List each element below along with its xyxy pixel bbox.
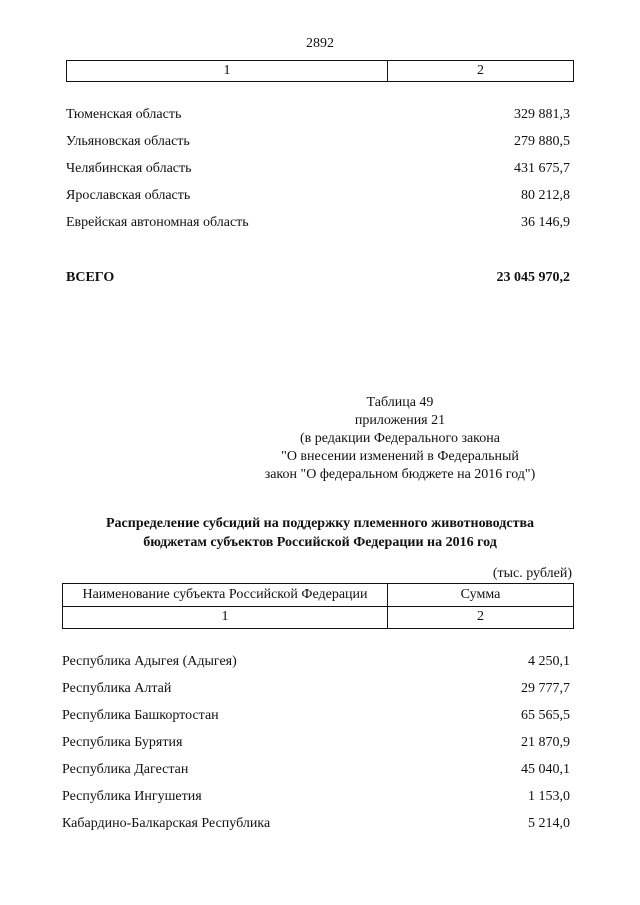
caption-line: Таблица 49 (366, 395, 434, 410)
units-label: (тыс. рублей) (492, 566, 572, 581)
region-value: 279 880,5 (514, 134, 570, 149)
col-name-header: Наименование субъекта Российской Федерации (63, 584, 388, 607)
subject-value: 4 250,1 (528, 654, 570, 669)
col-sum-header: Сумма (388, 584, 574, 607)
region-name: Ульяновская область (66, 134, 190, 149)
region-value: 80 212,8 (521, 188, 570, 203)
total-value: 23 045 970,2 (496, 270, 570, 285)
region-value: 329 881,3 (514, 107, 570, 122)
col-num-2: 2 (388, 606, 574, 629)
caption-line: "О внесении изменений в Федеральный (281, 449, 519, 464)
top-col-1: 1 (67, 61, 388, 82)
region-name: Тюменская область (66, 107, 182, 122)
subject-name: Республика Башкортостан (62, 708, 219, 723)
top-col-2: 2 (388, 61, 574, 82)
total-label: ВСЕГО (66, 270, 115, 285)
title-line: бюджетам субъектов Российской Федерации на 2016 год (143, 535, 497, 550)
subject-name: Республика Адыгея (Адыгея) (62, 654, 237, 669)
subject-name: Республика Бурятия (62, 735, 183, 750)
table-title (0, 514, 640, 552)
col-num-1: 1 (63, 606, 388, 629)
column-header (62, 583, 574, 629)
top-column-header (66, 60, 574, 82)
region-name: Ярославская область (66, 188, 191, 203)
subject-value: 21 870,9 (521, 735, 570, 750)
page-number: 2892 (306, 36, 334, 51)
region-value: 36 146,9 (521, 215, 570, 230)
subject-value: 45 040,1 (521, 762, 570, 777)
title-line: Распределение субсидий на поддержку племенного животноводства (105, 516, 535, 531)
caption-line: (в редакции Федерального закона (300, 431, 500, 446)
caption-line: закон "О федеральном бюджете на 2016 год") (264, 467, 536, 482)
subject-value: 1 153,0 (528, 789, 570, 804)
subject-name: Кабардино-Балкарская Республика (62, 816, 271, 831)
subject-name: Республика Дагестан (62, 762, 189, 777)
caption-line: приложения 21 (354, 413, 446, 428)
subject-name: Республика Ингушетия (62, 789, 202, 804)
region-name: Еврейская автономная область (66, 215, 249, 230)
subject-value: 29 777,7 (521, 681, 570, 696)
region-name: Челябинская область (66, 161, 192, 176)
subject-name: Республика Алтай (62, 681, 172, 696)
table-caption (200, 394, 600, 484)
region-value: 431 675,7 (514, 161, 570, 176)
subject-value: 65 565,5 (521, 708, 570, 723)
subject-value: 5 214,0 (528, 816, 570, 831)
